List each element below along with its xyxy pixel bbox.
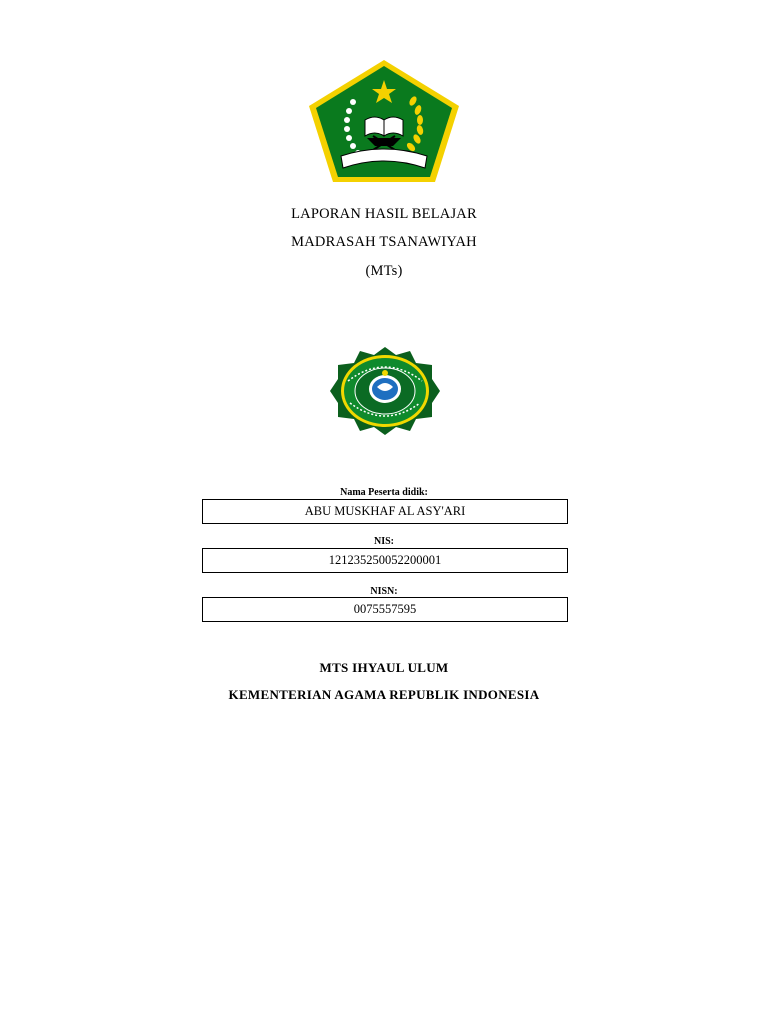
nisn-field: 0075557595: [202, 597, 568, 622]
report-title: LAPORAN HASIL BELAJAR: [291, 206, 477, 222]
school-level: MADRASAH TSANAWIYAH: [291, 234, 477, 250]
school-foundation-emblem-icon: [328, 345, 442, 437]
kementerian-agama-emblem-icon: [307, 58, 461, 184]
nis-field: 121235250052200001: [202, 548, 568, 573]
student-name-label: Nama Peserta didik:: [340, 487, 428, 498]
nis-label: NIS:: [373, 536, 394, 547]
nisn-label: NISN:: [370, 586, 398, 597]
ministry-name: KEMENTERIAN AGAMA REPUBLIK INDONESIA: [228, 687, 540, 702]
student-name-field: ABU MUSKHAF AL ASY'ARI: [202, 499, 568, 524]
school-level-abbreviation: (MTs): [365, 263, 403, 279]
school-name: MTS IHYAUL ULUM: [319, 660, 449, 675]
